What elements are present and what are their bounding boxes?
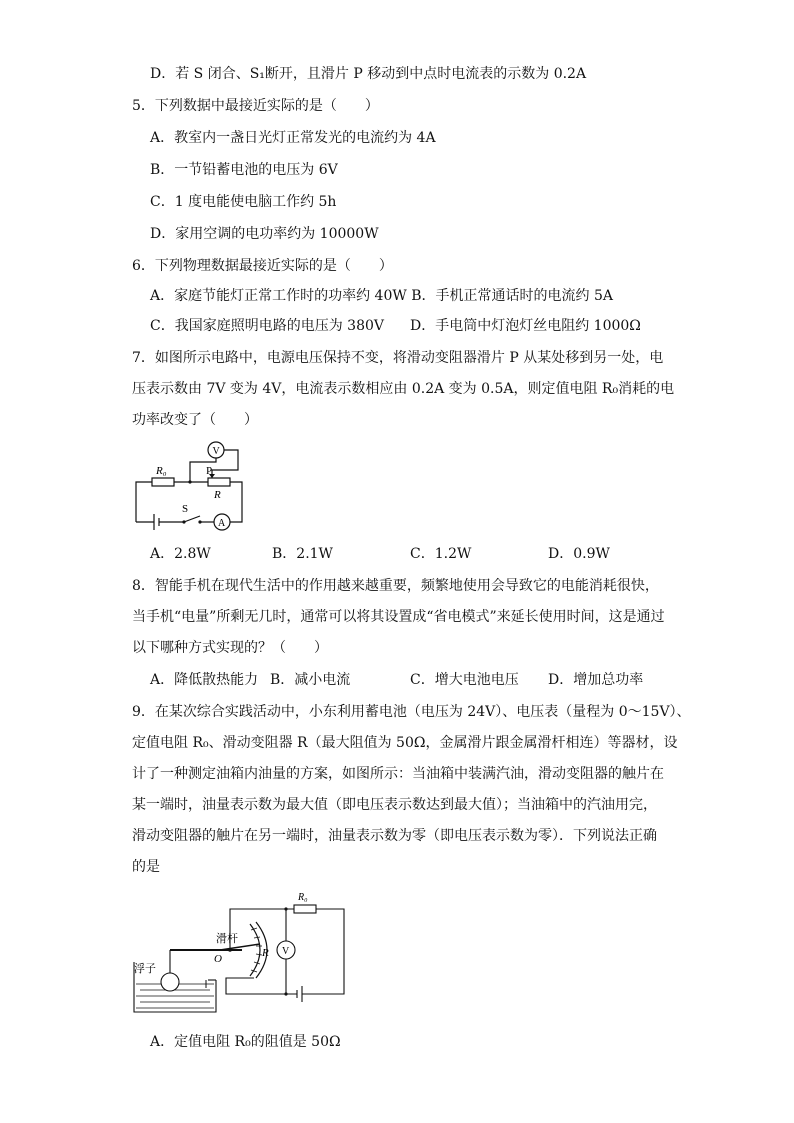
q6-option-d: D．手电筒中灯泡灯丝电阻约 1000Ω [410,318,641,334]
q7-option-d: D．0.9W [548,546,610,562]
q9-stem-line3: 计了一种测定油箱内油量的方案，如图所示：当油箱中装满汽油，滑动变阻器的触片在 [132,766,664,782]
q4-option-d: D．若 S 闭合、S₁断开，且滑片 P 移动到中点时电流表的示数为 0.2A [150,66,587,82]
q7-circuit-diagram [128,434,248,534]
r0-label: R₀ [298,892,308,903]
q7-option-b: B．2.1W [272,546,333,562]
q8-option-d: D．增加总功率 [548,672,644,688]
rod-label: 滑杆 [216,933,238,945]
float-ball [161,973,179,991]
q8-stem-line2: 当手机“电量”所剩无几时，通常可以将其设置成“省电模式”来延长使用时间，这是通过 [132,609,665,625]
r-label: R [262,947,269,959]
q9-option-a: A．定值电阻 R₀的阻值是 50Ω [150,1034,341,1050]
q6-stem: 6．下列物理数据最接近实际的是（ ） [132,258,393,274]
r0-label: R₀ [156,465,167,477]
p-label: P [206,465,213,477]
rheostat-r [208,478,230,486]
q5-option-a: A．教室内一盏日光灯正常发光的电流约为 4A [150,130,436,146]
q9-stem-line4: 某一端时，油量表示数为最大值（即电压表示数达到最大值）；当油箱中的汽油用完， [132,797,657,813]
q9-stem-line6: 的是 [132,859,160,875]
q9-stem-line5: 滑动变阻器的触片在另一端时，油量表示数为零（即电压表示数为零）．下列说法正确 [132,828,657,844]
q6-options-ab: A．家庭节能灯正常工作时的功率约 40W B．手机正常通话时的电流约 5A [150,288,613,304]
q8-stem-line3: 以下哪种方式实现的？（ ） [132,640,328,656]
q7-option-c: C．1.2W [410,546,472,562]
q9-oil-gauge-diagram [130,884,350,1016]
q7-option-a: A．2.8W [150,546,211,562]
r0-resistor [294,905,316,913]
q5-option-d: D．家用空调的电功率约为 10000W [150,226,379,242]
v-label: V [282,946,290,957]
q6-option-c: C．我国家庭照明电路的电压为 380V [150,318,384,334]
switch-s [184,516,200,522]
q5-stem: 5．下列数据中最接近实际的是（ ） [132,98,379,114]
q5-option-b: B．一节铅蓄电池的电压为 6V [150,162,338,178]
q9-stem-line1: 9．在某次综合实践活动中，小东利用蓄电池（电压为 24V）、电压表（量程为 0～15V）、 [132,704,691,720]
r0-resistor [152,478,174,486]
float-label: 浮子 [134,963,156,975]
q8-option-b: B．减小电流 [270,672,351,688]
q7-stem-line1: 7．如图所示电路中，电源电压保持不变，将滑动变阻器滑片 P 从某处移到另一处，电 [132,350,664,366]
s-label: S [182,503,189,515]
q8-stem-line1: 8．智能手机在现代生活中的作用越来越重要，频繁地使用会导致它的电能消耗很快， [132,578,659,594]
r-label: R [214,489,221,501]
pivot-o-label: O [214,953,222,965]
q7-stem-line2: 压表示数由 7V 变为 4V，电流表示数相应由 0.2A 变为 0.5A，则定值电阻 R₀消耗的电 [132,381,675,397]
a-label: A [218,518,226,529]
q8-option-c: C．增大电池电压 [410,672,519,688]
q5-option-c: C．1 度电能使电脑工作约 5h [150,194,337,210]
q7-stem-line3: 功率改变了（ ） [132,412,258,428]
v-label: V [212,446,220,457]
q8-option-a: A．降低散热能力 [150,672,259,688]
q9-stem-line2: 定值电阻 R₀、滑动变阻器 R（最大阻值为 50Ω，金属滑片跟金属滑杆相连）等器材，设 [132,735,678,751]
